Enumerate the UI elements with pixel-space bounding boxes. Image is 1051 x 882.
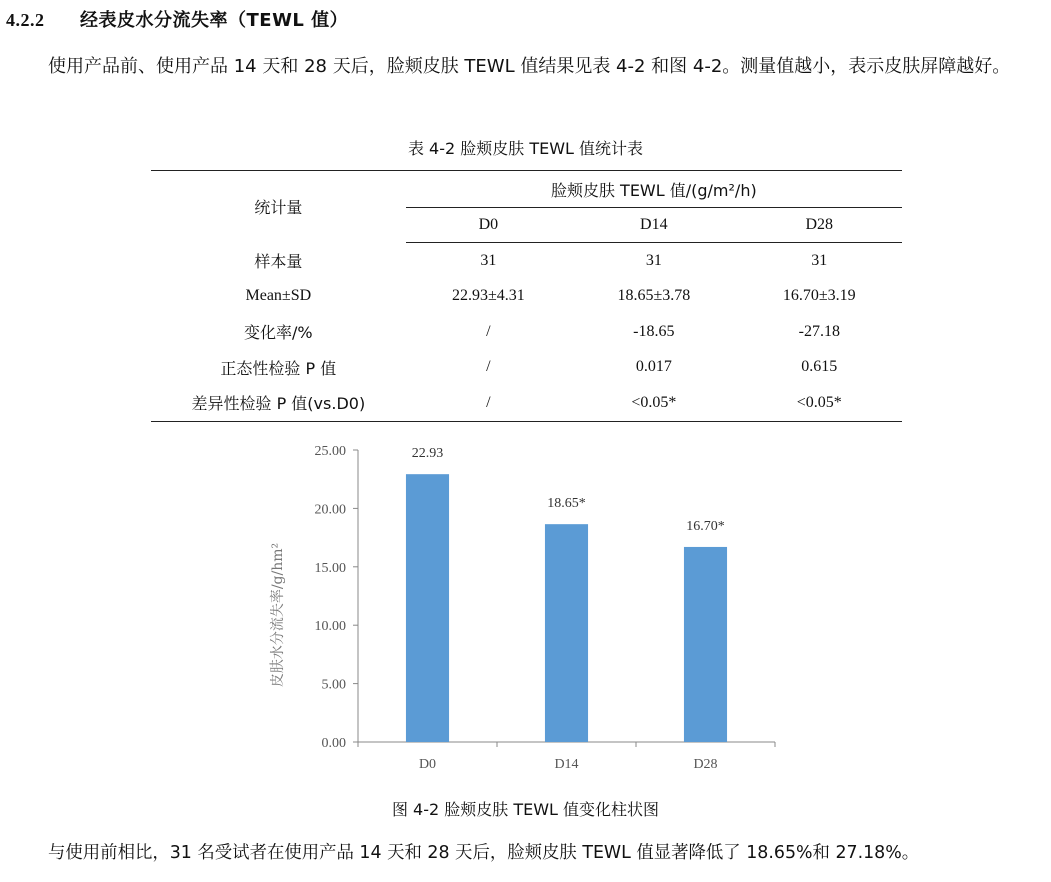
table-cell: 22.93±4.31 [452, 287, 525, 305]
column-header: D0 [406, 208, 571, 243]
row-label: 样本量 [254, 252, 303, 271]
table-cell: 0.017 [635, 358, 672, 376]
x-tick-label: D0 [418, 757, 437, 772]
y-tick-label: 5.00 [321, 677, 346, 693]
table-row [151, 385, 902, 421]
table-cell: 0.615 [801, 358, 838, 376]
row-label: 正态性检验 P 值 [220, 358, 337, 378]
table-cell: 31 [645, 251, 662, 269]
y-tick-label: 20.00 [314, 502, 346, 518]
figure-caption: 图 4-2 脸颊皮肤 TEWL 值变化柱状图 [391, 800, 660, 819]
bar-d14 [545, 524, 588, 742]
table-cell: 31 [480, 251, 497, 269]
y-tick-label: 10.00 [314, 619, 346, 635]
data-label: 18.65* [547, 496, 586, 512]
table-cell: <0.05* [796, 393, 842, 411]
section-heading [6, 6, 348, 32]
data-label: 22.93 [411, 446, 444, 462]
row-label: 差异性检验 P 值(vs.D0) [191, 394, 366, 414]
table-cell: -27.18 [798, 322, 840, 340]
group-header: 脸颊皮肤 TEWL 值/(g/m²/h) [406, 171, 902, 208]
chart-bars [406, 446, 727, 742]
section-number: 4.2.2 [6, 10, 45, 30]
row-label: Mean±SD [245, 287, 312, 305]
column-header: D14 [571, 208, 736, 243]
table-cell: 18.65±3.78 [617, 287, 691, 305]
row-label: 变化率/% [244, 323, 313, 343]
data-label: 16.70* [686, 518, 725, 534]
column-header: D28 [737, 208, 902, 243]
x-tick-label: D14 [554, 757, 579, 772]
y-tick-label: 0.00 [321, 736, 346, 751]
table-row [151, 314, 902, 350]
table-cell: / [486, 358, 491, 376]
chart-svg [260, 430, 800, 780]
x-tick-label: D28 [693, 757, 718, 772]
table-cell: 16.70±3.19 [782, 287, 856, 305]
bar-d0 [406, 474, 449, 742]
conclusion-paragraph: 与使用前相比，31 名受试者在使用产品 14 天和 28 天后，脸颊皮肤 TEWL 值显著降低了 18.65%和 27.18%。 [48, 843, 920, 863]
table-caption: 表 4-2 脸颊皮肤 TEWL 值统计表 [407, 139, 644, 158]
table-cell: / [486, 322, 491, 340]
table-row [151, 350, 902, 386]
table-cell: 31 [811, 251, 828, 269]
bar-d28 [684, 547, 727, 742]
table-row [151, 243, 902, 279]
intro-paragraph: 使用产品前、使用产品 14 天和 28 天后，脸颊皮肤 TEWL 值结果见表 4-2 和图 4-2。测量值越小，表示皮肤屏障越好。 [48, 56, 1011, 77]
table-cell: <0.05* [631, 393, 677, 411]
tewl-bar-chart [260, 430, 800, 780]
section-title: 经表皮水分流失率（TEWL 值） [80, 10, 349, 31]
tewl-stats-table [151, 170, 902, 422]
y-axis-label: 皮肤水分流失率/g/hm² [270, 542, 286, 688]
table-cell: / [486, 393, 491, 411]
y-tick-label: 25.00 [314, 444, 346, 459]
y-tick-label: 15.00 [314, 560, 346, 576]
table-row [151, 279, 902, 315]
stub-header: 统计量 [254, 198, 303, 218]
table-cell: -18.65 [633, 322, 675, 340]
